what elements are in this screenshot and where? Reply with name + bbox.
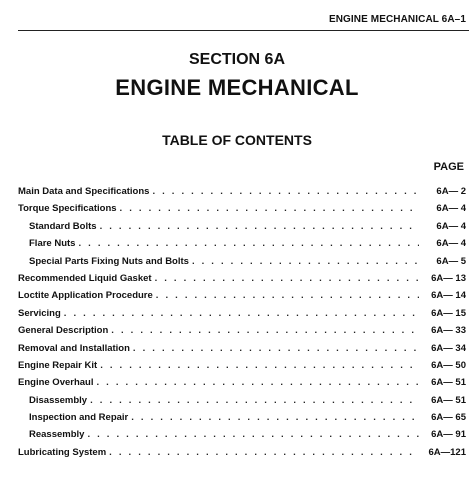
dot-leader xyxy=(100,221,419,232)
toc-entry-page: 6A— 51 xyxy=(431,377,466,389)
toc-entry-removal-installation[interactable] xyxy=(18,343,466,360)
dot-leader xyxy=(120,203,419,214)
toc-entry-torque-specifications[interactable] xyxy=(18,203,466,220)
toc-entry-page: 6A— 2 xyxy=(436,186,466,197)
toc-entry-page: 6A— 51 xyxy=(431,394,466,406)
running-header: ENGINE MECHANICAL 6A–1 xyxy=(328,14,466,25)
toc-entry-label: Reassembly xyxy=(29,429,85,441)
toc-entry-standard-bolts[interactable] xyxy=(18,221,466,238)
toc-entry-label: Servicing xyxy=(18,307,61,319)
toc-entry-page: 6A— 34 xyxy=(431,342,466,354)
toc-entry-label: General Description xyxy=(18,325,109,337)
toc-entry-page: 6A— 4 xyxy=(436,203,466,215)
toc-entry-label: Torque Specifications xyxy=(18,203,117,215)
toc-entry-flare-nuts[interactable] xyxy=(18,238,466,255)
toc-entry-label: Engine Overhaul xyxy=(18,377,94,389)
dot-leader xyxy=(111,325,419,336)
toc-entry-page: 6A— 4 xyxy=(436,238,466,250)
toc-entry-label: Loctite Application Procedure xyxy=(18,290,153,302)
toc-entry-page: 6A— 15 xyxy=(431,307,466,319)
dot-leader xyxy=(192,256,419,267)
toc-entry-loctite[interactable] xyxy=(18,290,466,307)
dot-leader xyxy=(64,308,419,319)
toc-entry-page: 6A— 4 xyxy=(436,220,466,232)
dot-leader xyxy=(100,360,419,371)
toc-entry-disassembly[interactable] xyxy=(18,395,466,412)
dot-leader xyxy=(97,377,420,388)
toc-entry-label: Disassembly xyxy=(29,394,88,406)
toc-entry-repair-kit[interactable] xyxy=(18,360,466,377)
dot-leader xyxy=(90,395,419,406)
toc-entry-label: Inspection and Repair xyxy=(29,412,129,424)
table-of-contents xyxy=(18,186,466,464)
toc-entry-page: 6A— 13 xyxy=(431,272,466,284)
dot-leader xyxy=(87,429,419,440)
toc-entry-lubricating-system[interactable] xyxy=(18,447,466,464)
toc-entry-label: Lubricating System xyxy=(18,446,107,458)
toc-entry-label: Special Parts Fixing Nuts and Bolts xyxy=(29,255,189,267)
dot-leader xyxy=(109,447,419,458)
toc-entry-page: 6A— 33 xyxy=(431,325,466,337)
toc-entry-page: 6A— 91 xyxy=(431,429,466,441)
toc-entry-label: Recommended Liquid Gasket xyxy=(18,272,152,284)
toc-entry-engine-overhaul[interactable] xyxy=(18,377,466,394)
toc-entry-special-parts[interactable] xyxy=(18,256,466,273)
toc-entry-general-description[interactable] xyxy=(18,325,466,342)
toc-entry-main-data[interactable] xyxy=(18,186,466,203)
toc-entry-servicing[interactable] xyxy=(18,308,466,325)
toc-heading: TABLE OF CONTENTS xyxy=(162,132,312,148)
dot-leader xyxy=(131,412,419,423)
toc-entry-label: Removal and Installation xyxy=(18,342,130,354)
dot-leader xyxy=(133,343,419,354)
toc-entry-liquid-gasket[interactable] xyxy=(18,273,466,290)
section-title: SECTION 6A xyxy=(188,51,285,68)
toc-entry-label: Standard Bolts xyxy=(29,220,97,232)
dot-leader xyxy=(78,238,419,249)
page-title: ENGINE MECHANICAL xyxy=(115,75,359,100)
dot-leader xyxy=(156,290,419,301)
dot-leader xyxy=(152,186,419,197)
toc-entry-page: 6A— 5 xyxy=(436,255,466,267)
toc-entry-label: Flare Nuts xyxy=(29,238,76,250)
header-rule xyxy=(18,30,469,31)
toc-entry-page: 6A—121 xyxy=(428,446,466,458)
toc-entry-page: 6A— 14 xyxy=(431,290,466,302)
toc-entry-label: Engine Repair Kit xyxy=(18,359,98,371)
toc-entry-inspection-repair[interactable] xyxy=(18,412,466,429)
toc-entry-page: 6A— 50 xyxy=(431,359,466,371)
page-column-heading: PAGE xyxy=(433,161,464,173)
dot-leader xyxy=(155,273,419,284)
toc-entry-page: 6A— 65 xyxy=(431,412,466,424)
toc-entry-label: Main Data and Specifications xyxy=(18,186,150,197)
toc-entry-reassembly[interactable] xyxy=(18,429,466,446)
